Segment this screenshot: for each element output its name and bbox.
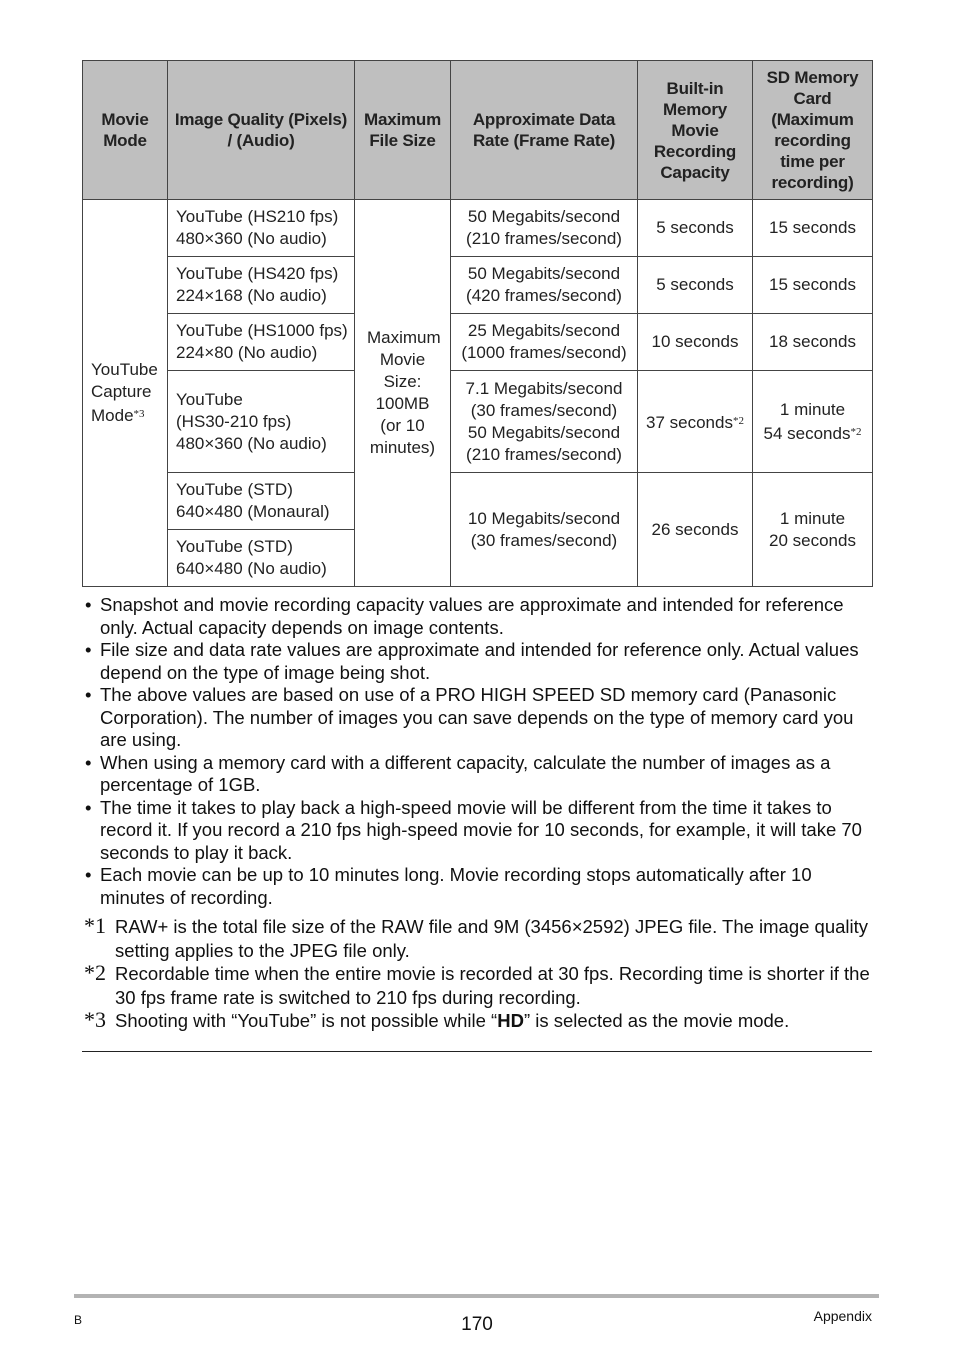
section-title: Appendix [813,1308,872,1324]
hd-mode-label: HD [497,1010,524,1031]
header-sd-capacity: SD Memory Card (Maximum recording time per recording) [753,61,873,200]
list-item: • Snapshot and movie recording capacity values are approximate and intended for reference only. Actual capacity depends on image contents. [84,594,874,639]
header-max-file-size: Maximum File Size [355,61,451,200]
movie-spec-table [82,60,873,587]
footnote-item: *1 RAW+ is the total file size of the RAW file and 9M (3456×2592) JPEG file. The image quality setting applies to the JPEG file only. [84,913,869,961]
sd-cell: 18 seconds [753,314,873,371]
quality-cell: YouTube (HS210 fps) 480×360 (No audio) [168,200,355,257]
quality-cell: YouTube (STD) 640×480 (Monaural) [168,473,355,530]
footnote-item: *3 Shooting with “YouTube” is not possible while “HD” is selected as the movie mode. [84,1007,790,1032]
builtin-cell: 37 seconds$^{*2}$ [638,371,753,473]
footer-bar [74,1294,879,1298]
list-item: • When using a memory card with a different capacity, calculate the number of images as a percentage of 1GB. [84,752,874,797]
rate-cell: 7.1 Megabits/second (30 frames/second) 50 Megabits/second (210 frames/second) [451,371,638,473]
rate-cell: 50 Megabits/second (420 frames/second) [451,257,638,314]
table-row [83,257,873,314]
max-file-size-cell: Maximum Movie Size: 100MB (or 10 minutes) [355,200,451,587]
header-builtin-capacity: Built-in Memory Movie Recording Capacity [638,61,753,200]
sd-cell: 15 seconds [753,257,873,314]
builtin-cell: 10 seconds [638,314,753,371]
sd-cell: 1 minute 54 seconds$^{*2}$ [753,371,873,473]
footnote-ref: *3 [133,408,145,420]
builtin-cell: 5 seconds [638,200,753,257]
table-row [83,314,873,371]
table-row [83,473,873,530]
table-header-row [83,61,873,200]
rate-cell: 50 Megabits/second (210 frames/second) [451,200,638,257]
list-item: • The above values are based on use of a PRO HIGH SPEED SD memory card (Panasonic Corporation). The number of images you can save depends on the type of memory card you are using. [84,684,874,752]
rate-cell: 25 Megabits/second (1000 frames/second) [451,314,638,371]
notes-list [84,594,874,909]
footnote-mark: *3 [84,1007,106,1032]
header-data-rate: Approximate Data Rate (Frame Rate) [451,61,638,200]
movie-mode-cell: YouTube Capture Mode$^{*3}$ [83,200,168,587]
table-row [83,200,873,257]
footnote-mark: *1 [84,913,106,938]
list-item: • The time it takes to play back a high-speed movie will be different from the time it takes to record it. If you record a 210 fps high-speed movie for 10 seconds, for example, it will take 70 seconds to play it back. [84,797,874,865]
footer-language-mark: B [74,1313,83,1327]
footnote-ref: *2 [732,414,744,427]
list-item: • File size and data rate values are approximate and intended for reference only. Actual values depend on the type of image being shot. [84,639,874,684]
quality-cell: YouTube (HS30-210 fps) 480×360 (No audio) [168,371,355,473]
footnotes-list [84,915,874,1033]
quality-cell: YouTube (HS420 fps) 224×168 (No audio) [168,257,355,314]
sd-cell: 1 minute 20 seconds [753,473,873,587]
list-item: • Each movie can be up to 10 minutes long. Movie recording stops automatically after 10 minutes of recording. [84,864,874,909]
builtin-cell: 5 seconds [638,257,753,314]
page-number: 170 [461,1314,493,1335]
sd-cell: 15 seconds [753,200,873,257]
footnote-ref: *2 [850,425,862,438]
header-movie-mode: Movie Mode [83,61,168,200]
section-divider [82,1051,872,1052]
header-image-quality: Image Quality (Pixels) / (Audio) [168,61,355,200]
footnote-mark: *2 [84,960,106,985]
builtin-cell: 26 seconds [638,473,753,587]
rate-cell: 10 Megabits/second (30 frames/second) [451,473,638,587]
quality-cell: YouTube (STD) 640×480 (No audio) [168,530,355,587]
table-row [83,371,873,473]
quality-cell: YouTube (HS1000 fps) 224×80 (No audio) [168,314,355,371]
footnote-item: *2 Recordable time when the entire movie is recorded at 30 fps. Recording time is shorter if the 30 fps frame rate is switched to 210 fps during recording. [84,960,870,1008]
